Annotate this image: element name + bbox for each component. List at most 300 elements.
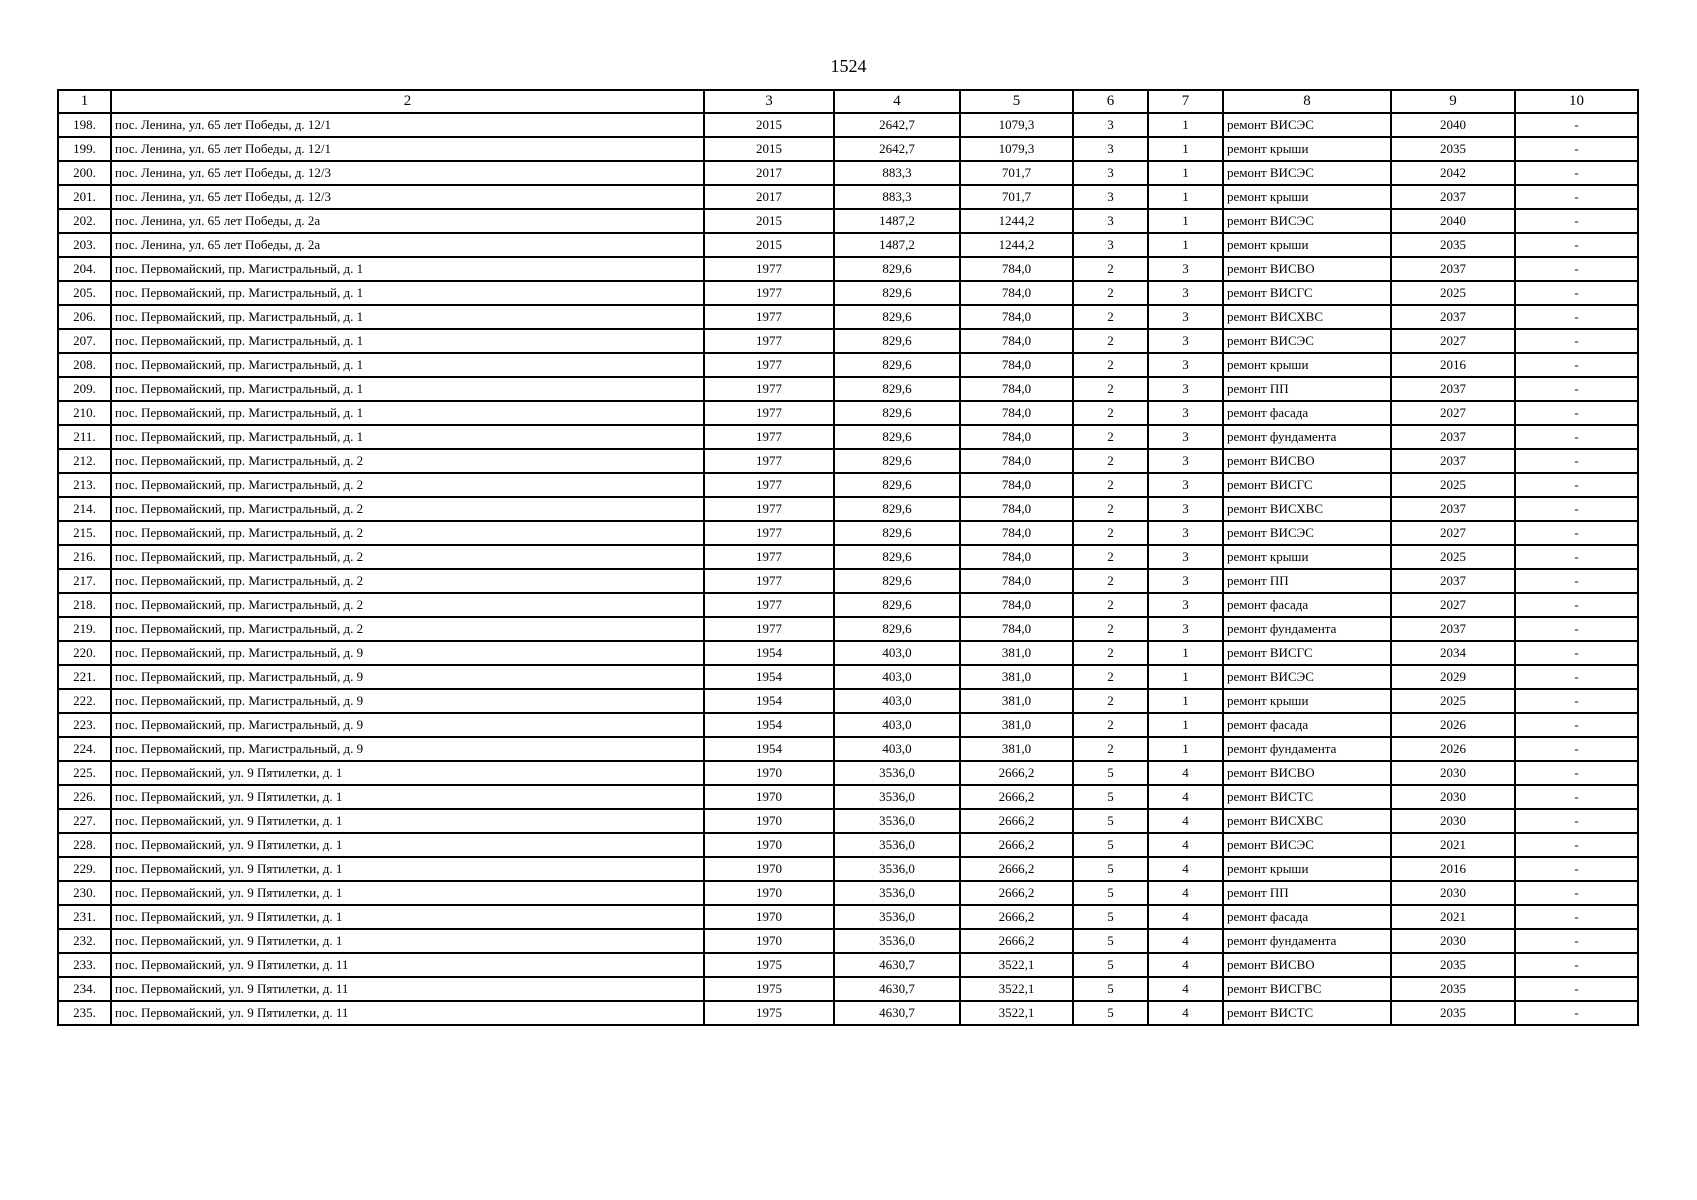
entrances-cell: 1 (1148, 161, 1223, 185)
floors-cell: 5 (1073, 785, 1148, 809)
table-row (58, 377, 1638, 401)
work-type-cell: ремонт ВИСГВС (1223, 977, 1391, 1001)
entrances-cell: 1 (1148, 665, 1223, 689)
living-area-cell: 381,0 (960, 665, 1073, 689)
work-type-cell: ремонт ВИСЭС (1223, 161, 1391, 185)
work-type-cell: ремонт ПП (1223, 881, 1391, 905)
total-area-cell: 829,6 (834, 401, 960, 425)
row-number: 218. (58, 593, 111, 617)
year-cell: 1970 (704, 761, 834, 785)
total-area-cell: 829,6 (834, 353, 960, 377)
table-row (58, 113, 1638, 137)
row-number: 215. (58, 521, 111, 545)
total-area-cell: 883,3 (834, 161, 960, 185)
note-cell: - (1515, 905, 1638, 929)
floors-cell: 2 (1073, 521, 1148, 545)
entrances-cell: 4 (1148, 857, 1223, 881)
work-type-cell: ремонт крыши (1223, 857, 1391, 881)
total-area-cell: 829,6 (834, 473, 960, 497)
year-cell: 1970 (704, 785, 834, 809)
note-cell: - (1515, 593, 1638, 617)
column-header: 8 (1223, 90, 1391, 113)
living-area-cell: 381,0 (960, 689, 1073, 713)
row-number: 216. (58, 545, 111, 569)
total-area-cell: 403,0 (834, 713, 960, 737)
address-cell: пос. Первомайский, ул. 9 Пятилетки, д. 1 (111, 857, 704, 881)
entrances-cell: 3 (1148, 593, 1223, 617)
total-area-cell: 883,3 (834, 185, 960, 209)
entrances-cell: 4 (1148, 809, 1223, 833)
table-row (58, 161, 1638, 185)
table-row (58, 953, 1638, 977)
table-row (58, 977, 1638, 1001)
living-area-cell: 2666,2 (960, 857, 1073, 881)
address-cell: пос. Первомайский, ул. 9 Пятилетки, д. 1 (111, 833, 704, 857)
table-row (58, 833, 1638, 857)
table-row (58, 641, 1638, 665)
address-cell: пос. Ленина, ул. 65 лет Победы, д. 12/3 (111, 161, 704, 185)
column-header: 10 (1515, 90, 1638, 113)
entrances-cell: 4 (1148, 785, 1223, 809)
total-area-cell: 3536,0 (834, 761, 960, 785)
total-area-cell: 829,6 (834, 425, 960, 449)
row-number: 208. (58, 353, 111, 377)
total-area-cell: 403,0 (834, 737, 960, 761)
row-number: 226. (58, 785, 111, 809)
row-number: 220. (58, 641, 111, 665)
row-number: 206. (58, 305, 111, 329)
planned-year-cell: 2029 (1391, 665, 1515, 689)
row-number: 233. (58, 953, 111, 977)
row-number: 207. (58, 329, 111, 353)
planned-year-cell: 2021 (1391, 833, 1515, 857)
planned-year-cell: 2027 (1391, 401, 1515, 425)
entrances-cell: 3 (1148, 305, 1223, 329)
planned-year-cell: 2025 (1391, 473, 1515, 497)
floors-cell: 3 (1073, 185, 1148, 209)
entrances-cell: 1 (1148, 737, 1223, 761)
floors-cell: 2 (1073, 425, 1148, 449)
address-cell: пос. Первомайский, пр. Магистральный, д. 2 (111, 593, 704, 617)
year-cell: 1977 (704, 281, 834, 305)
address-cell: пос. Первомайский, пр. Магистральный, д. 2 (111, 545, 704, 569)
note-cell: - (1515, 689, 1638, 713)
note-cell: - (1515, 377, 1638, 401)
row-number: 219. (58, 617, 111, 641)
entrances-cell: 4 (1148, 905, 1223, 929)
planned-year-cell: 2026 (1391, 737, 1515, 761)
floors-cell: 3 (1073, 209, 1148, 233)
address-cell: пос. Первомайский, ул. 9 Пятилетки, д. 1 (111, 905, 704, 929)
living-area-cell: 784,0 (960, 425, 1073, 449)
living-area-cell: 784,0 (960, 593, 1073, 617)
year-cell: 1977 (704, 569, 834, 593)
floors-cell: 2 (1073, 569, 1148, 593)
living-area-cell: 784,0 (960, 497, 1073, 521)
table-row (58, 449, 1638, 473)
entrances-cell: 3 (1148, 497, 1223, 521)
row-number: 230. (58, 881, 111, 905)
table-row (58, 785, 1638, 809)
planned-year-cell: 2027 (1391, 593, 1515, 617)
floors-cell: 2 (1073, 353, 1148, 377)
note-cell: - (1515, 497, 1638, 521)
floors-cell: 5 (1073, 953, 1148, 977)
work-type-cell: ремонт фундамента (1223, 425, 1391, 449)
year-cell: 1954 (704, 713, 834, 737)
total-area-cell: 4630,7 (834, 953, 960, 977)
floors-cell: 2 (1073, 497, 1148, 521)
address-cell: пос. Первомайский, пр. Магистральный, д. 2 (111, 521, 704, 545)
entrances-cell: 1 (1148, 641, 1223, 665)
total-area-cell: 4630,7 (834, 977, 960, 1001)
work-type-cell: ремонт фундамента (1223, 737, 1391, 761)
column-header: 2 (111, 90, 704, 113)
entrances-cell: 3 (1148, 257, 1223, 281)
work-type-cell: ремонт ВИСЭС (1223, 113, 1391, 137)
floors-cell: 2 (1073, 617, 1148, 641)
floors-cell: 2 (1073, 665, 1148, 689)
table-row (58, 257, 1638, 281)
total-area-cell: 3536,0 (834, 881, 960, 905)
living-area-cell: 2666,2 (960, 785, 1073, 809)
address-cell: пос. Первомайский, пр. Магистральный, д. 2 (111, 617, 704, 641)
note-cell: - (1515, 281, 1638, 305)
address-cell: пос. Ленина, ул. 65 лет Победы, д. 12/3 (111, 185, 704, 209)
living-area-cell: 1244,2 (960, 209, 1073, 233)
table-row (58, 233, 1638, 257)
living-area-cell: 784,0 (960, 305, 1073, 329)
floors-cell: 2 (1073, 449, 1148, 473)
entrances-cell: 3 (1148, 473, 1223, 497)
note-cell: - (1515, 881, 1638, 905)
work-type-cell: ремонт ВИСГС (1223, 641, 1391, 665)
living-area-cell: 784,0 (960, 329, 1073, 353)
work-type-cell: ремонт ВИСВО (1223, 257, 1391, 281)
row-number: 205. (58, 281, 111, 305)
note-cell: - (1515, 137, 1638, 161)
year-cell: 1975 (704, 977, 834, 1001)
planned-year-cell: 2030 (1391, 881, 1515, 905)
floors-cell: 5 (1073, 905, 1148, 929)
living-area-cell: 784,0 (960, 449, 1073, 473)
column-header: 4 (834, 90, 960, 113)
year-cell: 1975 (704, 1001, 834, 1025)
address-cell: пос. Ленина, ул. 65 лет Победы, д. 2а (111, 233, 704, 257)
total-area-cell: 829,6 (834, 497, 960, 521)
work-type-cell: ремонт ПП (1223, 569, 1391, 593)
address-cell: пос. Первомайский, пр. Магистральный, д. 9 (111, 737, 704, 761)
year-cell: 1954 (704, 689, 834, 713)
note-cell: - (1515, 857, 1638, 881)
total-area-cell: 3536,0 (834, 857, 960, 881)
planned-year-cell: 2027 (1391, 521, 1515, 545)
total-area-cell: 829,6 (834, 329, 960, 353)
planned-year-cell: 2037 (1391, 257, 1515, 281)
entrances-cell: 3 (1148, 329, 1223, 353)
address-cell: пос. Первомайский, ул. 9 Пятилетки, д. 11 (111, 977, 704, 1001)
table-row (58, 689, 1638, 713)
living-area-cell: 784,0 (960, 521, 1073, 545)
note-cell: - (1515, 401, 1638, 425)
work-type-cell: ремонт ВИСВО (1223, 449, 1391, 473)
living-area-cell: 2666,2 (960, 905, 1073, 929)
floors-cell: 5 (1073, 881, 1148, 905)
note-cell: - (1515, 953, 1638, 977)
planned-year-cell: 2035 (1391, 137, 1515, 161)
year-cell: 2015 (704, 233, 834, 257)
year-cell: 2015 (704, 113, 834, 137)
entrances-cell: 3 (1148, 545, 1223, 569)
row-number: 200. (58, 161, 111, 185)
total-area-cell: 4630,7 (834, 1001, 960, 1025)
floors-cell: 2 (1073, 401, 1148, 425)
address-cell: пос. Первомайский, пр. Магистральный, д. 1 (111, 353, 704, 377)
row-number: 198. (58, 113, 111, 137)
work-type-cell: ремонт ВИСВО (1223, 761, 1391, 785)
planned-year-cell: 2034 (1391, 641, 1515, 665)
total-area-cell: 1487,2 (834, 209, 960, 233)
living-area-cell: 381,0 (960, 737, 1073, 761)
planned-year-cell: 2030 (1391, 809, 1515, 833)
planned-year-cell: 2026 (1391, 713, 1515, 737)
work-type-cell: ремонт ВИСЭС (1223, 521, 1391, 545)
floors-cell: 2 (1073, 545, 1148, 569)
planned-year-cell: 2037 (1391, 377, 1515, 401)
note-cell: - (1515, 449, 1638, 473)
total-area-cell: 829,6 (834, 545, 960, 569)
total-area-cell: 829,6 (834, 257, 960, 281)
table-row (58, 809, 1638, 833)
year-cell: 1977 (704, 377, 834, 401)
column-header: 5 (960, 90, 1073, 113)
total-area-cell: 829,6 (834, 449, 960, 473)
table-row (58, 281, 1638, 305)
total-area-cell: 829,6 (834, 377, 960, 401)
address-cell: пос. Первомайский, пр. Магистральный, д. 1 (111, 425, 704, 449)
column-header: 6 (1073, 90, 1148, 113)
planned-year-cell: 2037 (1391, 185, 1515, 209)
planned-year-cell: 2016 (1391, 857, 1515, 881)
note-cell: - (1515, 425, 1638, 449)
entrances-cell: 1 (1148, 713, 1223, 737)
living-area-cell: 3522,1 (960, 977, 1073, 1001)
living-area-cell: 784,0 (960, 353, 1073, 377)
address-cell: пос. Ленина, ул. 65 лет Победы, д. 12/1 (111, 137, 704, 161)
table-row (58, 473, 1638, 497)
floors-cell: 2 (1073, 641, 1148, 665)
note-cell: - (1515, 257, 1638, 281)
year-cell: 1977 (704, 257, 834, 281)
planned-year-cell: 2016 (1391, 353, 1515, 377)
row-number: 217. (58, 569, 111, 593)
work-type-cell: ремонт ВИСГС (1223, 281, 1391, 305)
planned-year-cell: 2040 (1391, 209, 1515, 233)
note-cell: - (1515, 209, 1638, 233)
living-area-cell: 701,7 (960, 185, 1073, 209)
row-number: 222. (58, 689, 111, 713)
row-number: 209. (58, 377, 111, 401)
total-area-cell: 2642,7 (834, 113, 960, 137)
row-number: 212. (58, 449, 111, 473)
year-cell: 1977 (704, 521, 834, 545)
year-cell: 1975 (704, 953, 834, 977)
planned-year-cell: 2040 (1391, 113, 1515, 137)
row-number: 231. (58, 905, 111, 929)
note-cell: - (1515, 1001, 1638, 1025)
planned-year-cell: 2037 (1391, 425, 1515, 449)
entrances-cell: 3 (1148, 449, 1223, 473)
address-cell: пос. Первомайский, пр. Магистральный, д. 2 (111, 473, 704, 497)
row-number: 235. (58, 1001, 111, 1025)
note-cell: - (1515, 305, 1638, 329)
planned-year-cell: 2037 (1391, 617, 1515, 641)
column-header: 9 (1391, 90, 1515, 113)
page-number: 1524 (830, 56, 867, 76)
year-cell: 2017 (704, 185, 834, 209)
note-cell: - (1515, 929, 1638, 953)
living-area-cell: 784,0 (960, 401, 1073, 425)
entrances-cell: 1 (1148, 185, 1223, 209)
planned-year-cell: 2030 (1391, 785, 1515, 809)
total-area-cell: 3536,0 (834, 809, 960, 833)
living-area-cell: 2666,2 (960, 809, 1073, 833)
note-cell: - (1515, 833, 1638, 857)
row-number: 234. (58, 977, 111, 1001)
year-cell: 1970 (704, 881, 834, 905)
planned-year-cell: 2035 (1391, 977, 1515, 1001)
work-type-cell: ремонт крыши (1223, 233, 1391, 257)
table-row (58, 209, 1638, 233)
year-cell: 1977 (704, 545, 834, 569)
floors-cell: 2 (1073, 329, 1148, 353)
living-area-cell: 784,0 (960, 569, 1073, 593)
table-row (58, 401, 1638, 425)
year-cell: 2015 (704, 137, 834, 161)
address-cell: пос. Ленина, ул. 65 лет Победы, д. 12/1 (111, 113, 704, 137)
planned-year-cell: 2025 (1391, 689, 1515, 713)
entrances-cell: 3 (1148, 401, 1223, 425)
note-cell: - (1515, 761, 1638, 785)
entrances-cell: 1 (1148, 233, 1223, 257)
living-area-cell: 784,0 (960, 545, 1073, 569)
address-cell: пос. Первомайский, пр. Магистральный, д. 1 (111, 257, 704, 281)
year-cell: 1977 (704, 329, 834, 353)
planned-year-cell: 2035 (1391, 1001, 1515, 1025)
address-cell: пос. Первомайский, ул. 9 Пятилетки, д. 11 (111, 1001, 704, 1025)
year-cell: 1954 (704, 665, 834, 689)
year-cell: 1977 (704, 353, 834, 377)
living-area-cell: 784,0 (960, 377, 1073, 401)
entrances-cell: 4 (1148, 761, 1223, 785)
row-number: 223. (58, 713, 111, 737)
year-cell: 1970 (704, 857, 834, 881)
work-type-cell: ремонт фундамента (1223, 929, 1391, 953)
total-area-cell: 2642,7 (834, 137, 960, 161)
work-type-cell: ремонт ВИСВО (1223, 953, 1391, 977)
address-cell: пос. Первомайский, пр. Магистральный, д. 2 (111, 497, 704, 521)
entrances-cell: 1 (1148, 113, 1223, 137)
row-number: 211. (58, 425, 111, 449)
note-cell: - (1515, 641, 1638, 665)
column-header: 3 (704, 90, 834, 113)
address-cell: пос. Ленина, ул. 65 лет Победы, д. 2а (111, 209, 704, 233)
header-row (58, 90, 1638, 113)
note-cell: - (1515, 233, 1638, 257)
row-number: 201. (58, 185, 111, 209)
table-row (58, 857, 1638, 881)
table-row (58, 521, 1638, 545)
row-number: 228. (58, 833, 111, 857)
year-cell: 1954 (704, 737, 834, 761)
year-cell: 1977 (704, 617, 834, 641)
floors-cell: 5 (1073, 761, 1148, 785)
work-type-cell: ремонт фундамента (1223, 617, 1391, 641)
note-cell: - (1515, 785, 1638, 809)
table-row (58, 881, 1638, 905)
year-cell: 1970 (704, 833, 834, 857)
year-cell: 1977 (704, 425, 834, 449)
floors-cell: 2 (1073, 737, 1148, 761)
address-cell: пос. Первомайский, пр. Магистральный, д. 9 (111, 665, 704, 689)
table-row (58, 329, 1638, 353)
entrances-cell: 4 (1148, 833, 1223, 857)
address-cell: пос. Первомайский, ул. 9 Пятилетки, д. 11 (111, 953, 704, 977)
work-type-cell: ремонт ВИСЭС (1223, 833, 1391, 857)
note-cell: - (1515, 713, 1638, 737)
work-type-cell: ремонт ПП (1223, 377, 1391, 401)
column-header: 1 (58, 90, 111, 113)
total-area-cell: 403,0 (834, 641, 960, 665)
planned-year-cell: 2025 (1391, 281, 1515, 305)
work-type-cell: ремонт крыши (1223, 545, 1391, 569)
entrances-cell: 3 (1148, 617, 1223, 641)
total-area-cell: 403,0 (834, 689, 960, 713)
address-cell: пос. Первомайский, пр. Магистральный, д. 1 (111, 305, 704, 329)
table-row (58, 497, 1638, 521)
table-row (58, 425, 1638, 449)
living-area-cell: 381,0 (960, 641, 1073, 665)
work-type-cell: ремонт ВИСХВС (1223, 809, 1391, 833)
floors-cell: 2 (1073, 473, 1148, 497)
table-row (58, 617, 1638, 641)
row-number: 227. (58, 809, 111, 833)
entrances-cell: 1 (1148, 689, 1223, 713)
total-area-cell: 3536,0 (834, 833, 960, 857)
entrances-cell: 1 (1148, 209, 1223, 233)
row-number: 225. (58, 761, 111, 785)
address-cell: пос. Первомайский, пр. Магистральный, д. 1 (111, 329, 704, 353)
entrances-cell: 3 (1148, 353, 1223, 377)
living-area-cell: 3522,1 (960, 953, 1073, 977)
address-cell: пос. Первомайский, ул. 9 Пятилетки, д. 1 (111, 881, 704, 905)
year-cell: 2017 (704, 161, 834, 185)
address-cell: пос. Первомайский, пр. Магистральный, д. 1 (111, 281, 704, 305)
floors-cell: 5 (1073, 809, 1148, 833)
entrances-cell: 3 (1148, 521, 1223, 545)
living-area-cell: 381,0 (960, 713, 1073, 737)
row-number: 214. (58, 497, 111, 521)
floors-cell: 3 (1073, 233, 1148, 257)
row-number: 224. (58, 737, 111, 761)
total-area-cell: 829,6 (834, 521, 960, 545)
work-type-cell: ремонт фасада (1223, 713, 1391, 737)
floors-cell: 5 (1073, 1001, 1148, 1025)
note-cell: - (1515, 161, 1638, 185)
row-number: 229. (58, 857, 111, 881)
table-row (58, 929, 1638, 953)
year-cell: 1954 (704, 641, 834, 665)
